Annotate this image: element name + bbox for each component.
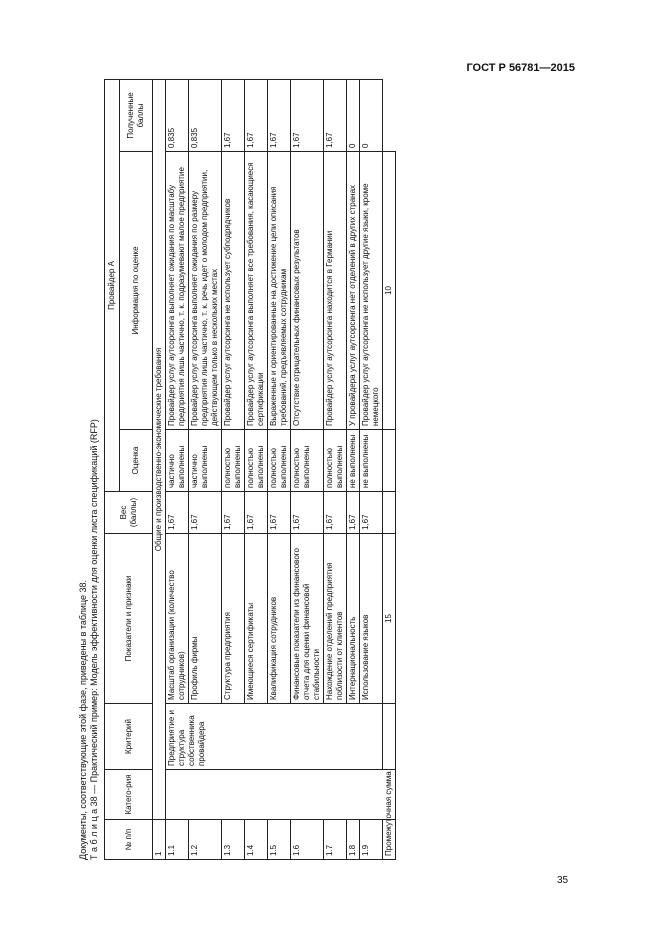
row-weight: 1,67 bbox=[324, 492, 347, 534]
row-indicator: Структура предприятия bbox=[222, 534, 245, 704]
group-row bbox=[153, 79, 166, 859]
row-rating: частично выполнены bbox=[166, 430, 189, 492]
row-info: Провайдер услуг аутсорсинга не использует субподрядчиков bbox=[222, 152, 245, 430]
row-num: 1.8 bbox=[347, 820, 360, 860]
row-rating: полностью выполнены bbox=[245, 430, 268, 492]
row-points: 1,67 bbox=[245, 79, 268, 151]
row-indicator: Нахождение отделений предприятия поблизости от клиентов bbox=[324, 534, 347, 704]
row-info: Провайдер услуг аутсорсинга выполняет все требования, касающиеся сертификации bbox=[245, 152, 268, 430]
subtotal-empty-rating bbox=[383, 492, 396, 534]
row-rating: не выполнены bbox=[347, 430, 360, 492]
row-rating: полностью выполнены bbox=[268, 430, 291, 492]
row-weight: 1,67 bbox=[291, 492, 324, 534]
row-rating: не выполнены bbox=[360, 430, 383, 492]
row-info: Провайдер услуг аутсорсинга находится в Германии bbox=[324, 152, 347, 430]
intro-text: Документы, соответствующие этой фазе, приведены в таблице 38. bbox=[78, 579, 88, 860]
table-body bbox=[153, 79, 396, 859]
row-info: Провайдер услуг аутсорсинга не использует другие языки, кроме немецкого bbox=[360, 152, 383, 430]
subtotal-points: 10 bbox=[383, 152, 396, 430]
row-indicator: Масштаб организации (количество сотрудников) bbox=[166, 534, 189, 704]
row-info: Провайдер услуг аутсорсинга выполняет ожидания по размеру предприятия лишь частично, т. к. речь идет о молодом предприятии, действующем только в нескольких местах bbox=[189, 152, 222, 430]
row-indicator: Интернациональность bbox=[347, 534, 360, 704]
row-points: 0 bbox=[360, 79, 383, 151]
subtotal-empty-info bbox=[383, 430, 396, 492]
row-points: 1,67 bbox=[222, 79, 245, 151]
row-indicator: Финансовые показатели из финансового отчета для оценки финансовой стабильности bbox=[291, 534, 324, 704]
row-rating: полностью выполнены bbox=[324, 430, 347, 492]
document-standard-number: ГОСТ Р 56781—2015 bbox=[466, 62, 575, 74]
table-row bbox=[166, 79, 189, 859]
row-weight: 1,67 bbox=[189, 492, 222, 534]
row-points: 1,67 bbox=[268, 79, 291, 151]
row-points: 0 bbox=[347, 79, 360, 151]
row-indicator: Использование языков bbox=[360, 534, 383, 704]
row-indicator: Имеющиеся сертификаты bbox=[245, 534, 268, 704]
row-category bbox=[166, 770, 396, 820]
subtotal-weight: 15 bbox=[383, 534, 396, 704]
row-weight: 1,67 bbox=[347, 492, 360, 534]
row-points: 0,835 bbox=[166, 79, 189, 151]
row-info: У провайдера услуг аутсорсинга нет отделений в других странах bbox=[347, 152, 360, 430]
row-weight: 1,67 bbox=[166, 492, 189, 534]
group-title: Общие и производственно-экономические требования bbox=[153, 79, 166, 819]
row-points: 1,67 bbox=[291, 79, 324, 151]
row-num: 1.1 bbox=[166, 820, 189, 860]
row-num: 1.3 bbox=[222, 820, 245, 860]
header-num: № п/п bbox=[105, 820, 153, 860]
row-info: Отсутствие отрицательных финансовых результатов bbox=[291, 152, 324, 430]
row-info: Провайдер услуг аутсорсинга выполняет ожидания по масштабу предприятия лишь частично, т. к. подразумевают малое предприятие bbox=[166, 152, 189, 430]
row-rating: полностью выполнены bbox=[291, 430, 324, 492]
row-num: 1.2 bbox=[189, 820, 222, 860]
subtotal-row bbox=[383, 79, 396, 859]
header-category: Катего-рия bbox=[105, 770, 153, 820]
page-number: 35 bbox=[557, 875, 569, 886]
row-indicator: Квалификация сотрудников bbox=[268, 534, 291, 704]
row-info: Выраженные и ориентированные на достижение цели описания требований, предъявляемых сотрудникам bbox=[268, 152, 291, 430]
row-rating: частично выполнены bbox=[189, 430, 222, 492]
header-info: Информация по оценке bbox=[120, 152, 153, 430]
row-num: 1.7 bbox=[324, 820, 347, 860]
subtotal-label: Промежуточная сумма bbox=[383, 704, 396, 860]
group-num: 1 bbox=[153, 820, 166, 860]
rotated-content bbox=[78, 80, 578, 860]
row-weight: 1,67 bbox=[245, 492, 268, 534]
header-rating: Оценка bbox=[120, 430, 153, 492]
header-provider: Провайдер А bbox=[105, 79, 120, 491]
header-points: Полученные баллы bbox=[120, 79, 153, 151]
row-weight: 1,67 bbox=[268, 492, 291, 534]
header-indicators: Показатели и признаки bbox=[105, 534, 153, 704]
header-criterion: Критерий bbox=[105, 704, 153, 770]
row-rating: полностью выполнены bbox=[222, 430, 245, 492]
row-num: 1.9 bbox=[360, 820, 383, 860]
row-criterion: Предприятие и структура собственника провайдера bbox=[166, 704, 383, 770]
row-points: 1,67 bbox=[324, 79, 347, 151]
header-weight: Вес (баллы) bbox=[105, 492, 153, 534]
table-caption: Т а б л и ц а 38 — Практический пример: Модель эффективности для оценки листа спецификаций (RFP) bbox=[89, 419, 99, 860]
row-indicator: Профиль фирмы bbox=[189, 534, 222, 704]
row-num: 1.4 bbox=[245, 820, 268, 860]
row-weight: 1,67 bbox=[222, 492, 245, 534]
row-weight: 1,67 bbox=[360, 492, 383, 534]
row-num: 1.5 bbox=[268, 820, 291, 860]
row-points: 0,835 bbox=[189, 79, 222, 151]
row-num: 1.6 bbox=[291, 820, 324, 860]
evaluation-table bbox=[104, 79, 396, 860]
